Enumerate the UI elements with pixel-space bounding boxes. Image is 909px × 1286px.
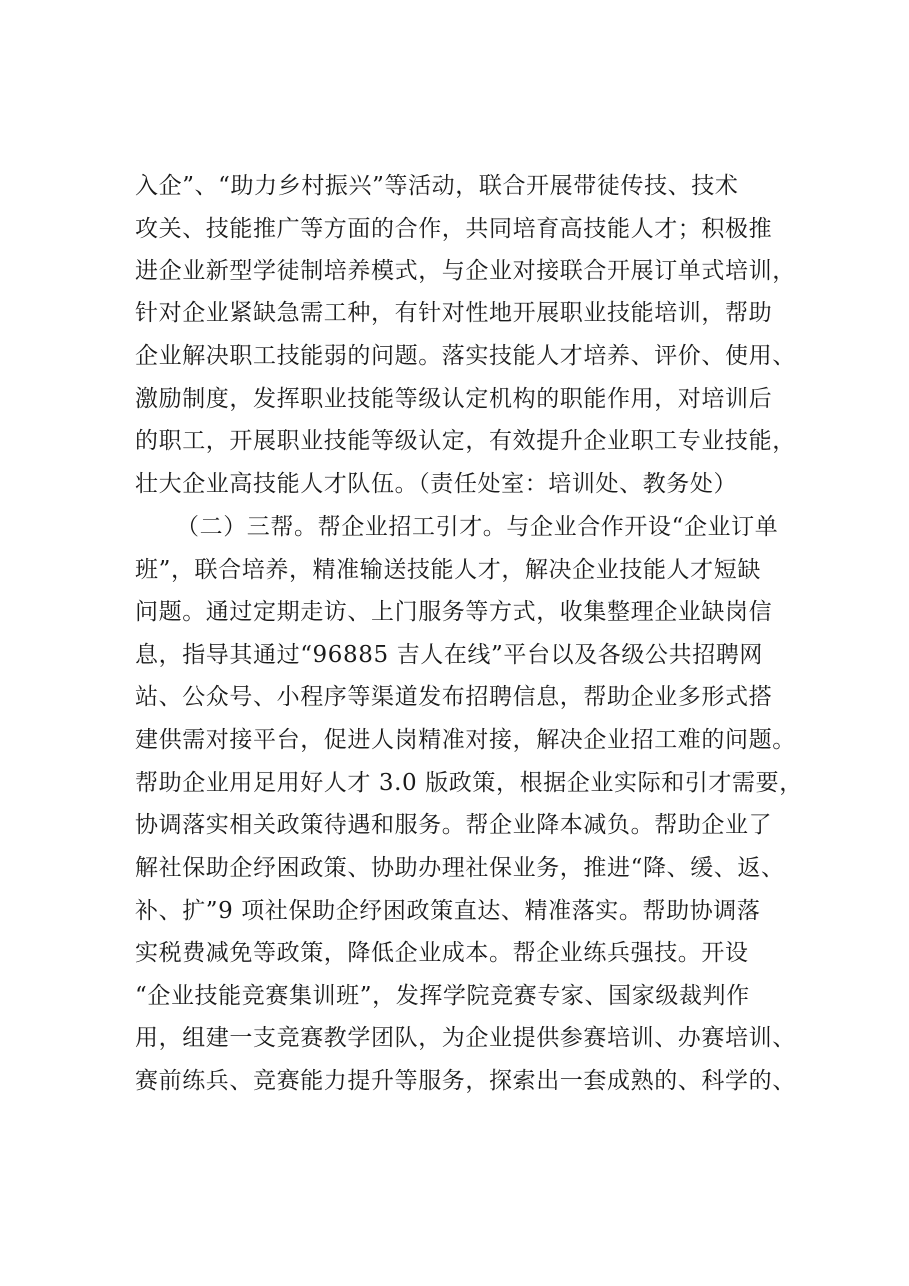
- paragraph-line: 建供需对接平台，促进人岗精准对接，解决企业招工难的问题。: [135, 727, 796, 753]
- paragraph-line: 解社保助企纾困政策、协助办理社保业务，推进“降、缓、返、: [135, 855, 785, 881]
- paragraph-line: 攻关、技能推广等方面的合作，共同培育高技能人才；积极推: [135, 216, 773, 242]
- paragraph-line: 针对企业紧缺急需工种，有针对性地开展职业技能培训，帮助: [135, 300, 773, 326]
- paragraph-line: 赛前练兵、竞赛能力提升等服务，探索出一套成熟的、科学的、: [135, 1068, 796, 1094]
- paragraph-line: 补、扩”9 项社保助企纾困政策直达、精准落实。帮助协调落: [135, 898, 761, 924]
- paragraph-line: 企业解决职工技能弱的问题。落实技能人才培养、评价、使用、: [135, 343, 796, 369]
- paragraph-line: 激励制度，发挥职业技能等级认定机构的职能作用，对培训后: [135, 386, 773, 412]
- paragraph-line: 站、公众号、小程序等渠道发布招聘信息，帮助企业多形式搭: [135, 684, 773, 710]
- paragraph-line: 进企业新型学徒制培养模式，与企业对接联合开展订单式培训，: [135, 258, 796, 284]
- paragraph-line: 用，组建一支竞赛教学团队，为企业提供参赛培训、办赛培训、: [135, 1025, 796, 1051]
- paragraph-line: 班”，联合培养，精准输送技能人才，解决企业技能人才短缺: [135, 557, 761, 583]
- paragraph-line: 协调落实相关政策待遇和服务。帮企业降本减负。帮助企业了: [135, 812, 773, 838]
- paragraph-line: 息，指导其通过“96885 吉人在线”平台以及各级公共招聘网: [135, 642, 763, 668]
- paragraph-line: “企业技能竞赛集训班”，发挥学院竞赛专家、国家级裁判作: [135, 983, 750, 1009]
- paragraph-line: 实税费减免等政策，降低企业成本。帮企业练兵强技。开设: [135, 940, 749, 966]
- paragraph-line: （二）三帮。帮企业招工引才。与企业合作开设“企业订单: [176, 514, 779, 540]
- paragraph-line: 壮大企业高技能人才队伍。（责任处室：培训处、教务处）: [135, 471, 738, 497]
- paragraph-line: 帮助企业用足用好人才 3.0 版政策，根据企业实际和引才需要，: [135, 770, 803, 796]
- paragraph-line: 问题。通过定期走访、上门服务等方式，收集整理企业缺岗信: [135, 599, 773, 625]
- paragraph-line: 入企”、“助力乡村振兴”等活动，联合开展带徒传技、技术: [135, 173, 739, 199]
- paragraph-line: 的职工，开展职业技能等级认定，有效提升企业职工专业技能，: [135, 428, 796, 454]
